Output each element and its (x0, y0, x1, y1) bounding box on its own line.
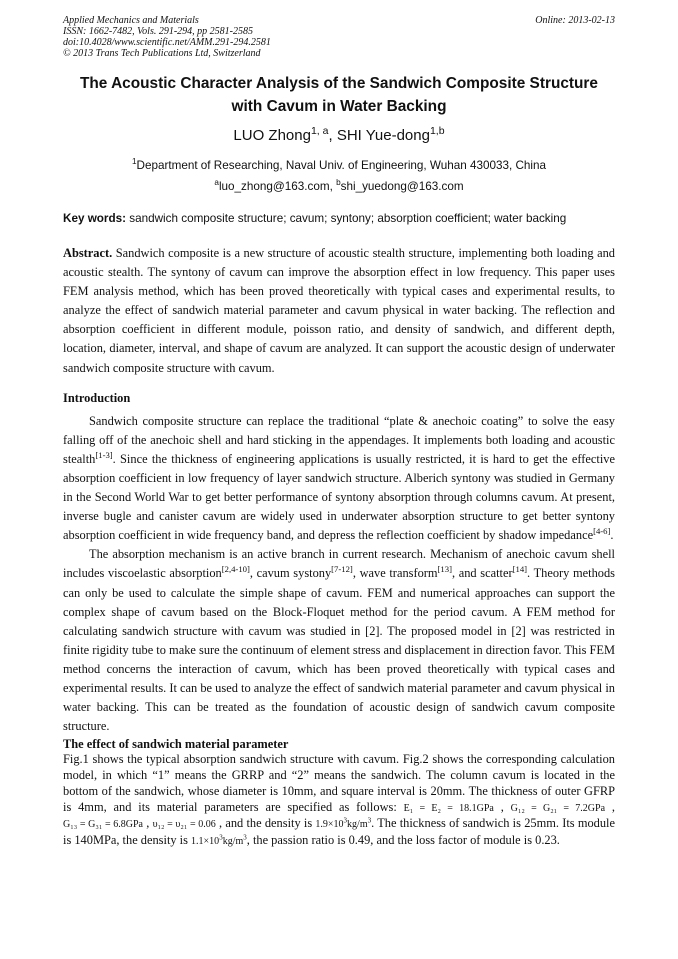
material-text-a: Fig.1 shows the typical absorption sandwich structure with cavum. Fig.2 shows the corresponding calculation model, in which “1” means the GRRP and “2” means the sandwich. The column cavum is located in the bottom of the sandwich, whose diameter is 10mm, and square interval is 20mm. The thickness of outer GFRP is 4mm, and its material parameters are specified as follows: (63, 752, 615, 814)
equation-g12: G₁₂ = G₂₁ = 7.2GPa (510, 802, 606, 814)
email-a[interactable]: luo_zhong@163.com (218, 180, 330, 193)
material-paragraph (63, 752, 615, 850)
intro-p1-text-c: . (610, 528, 614, 543)
affiliation-text: Department of Researching, Naval Univ. of Engineering, Wuhan 430033, China (136, 159, 547, 172)
citation-ref: [2,4-10] (221, 564, 250, 575)
equation-g13: G₁₃ = G₃₁ = 6.8GPa (63, 819, 143, 831)
author-1-sup: 1, a (310, 125, 329, 137)
density-exponent: 3 (219, 833, 223, 842)
density-sandwich-base: 1.1×10 (191, 836, 220, 848)
title-line-2: with Cavum in Water Backing (231, 98, 447, 115)
density-unit: kg/m (222, 836, 244, 848)
equation-poisson: υ₁₂ = υ₂₁ = 0.06 (152, 819, 216, 831)
density-gfrp-base: 1.9×10 (315, 819, 344, 831)
intro-p1-text-b: . Since the thickness of engineering applications is usually restricted, it is hard to get the effective absorption coefficient in low frequency of layer sandwich structure. Alberich syntony was studied in Germany in the Second World War to get better performance of syntony absorption through columns cavum. At present, inverse bugle and canister cavum are widely used in underwater absorption structure to get better syntony absorption coefficient in wide frequency band, and depress the reflection coefficient by shadow impedance (63, 451, 615, 543)
journal-meta (63, 15, 615, 59)
affiliation-sup: 1 (131, 157, 137, 167)
author-2: SHI Yue-dong (336, 127, 430, 144)
abstract (63, 244, 615, 378)
intro-p1-text-a: Sandwich composite structure can replace the traditional “plate & anechoic coating” to solve the easy falling off of the anechoic shell and hard sticking in the appendages. It implements both loading and acoustic stealth (63, 413, 615, 466)
intro-paragraph-2 (63, 545, 615, 736)
citation-ref: [13] (437, 564, 452, 575)
equation-e: E₁ = E₂ = 18.1GPa (403, 802, 494, 814)
keywords (63, 211, 615, 227)
paper-title (63, 72, 615, 118)
density-sandwich (191, 833, 247, 848)
citation-ref: [14] (512, 564, 528, 575)
journal-name: Applied Mechanics and Materials (63, 15, 199, 26)
title-line-1: The Acoustic Character Analysis of the Sandwich Composite Structure (80, 75, 598, 92)
citation-ref: [7-12] (331, 564, 353, 575)
email-separator: , (329, 180, 337, 193)
density-exponent: 3 (343, 817, 348, 826)
equation-separator: , (605, 799, 615, 814)
author-1: LUO Zhong (233, 127, 311, 144)
online-date: Online: 2013-02-13 (535, 15, 615, 26)
author-emails (63, 179, 615, 194)
keywords-label: Key words: (63, 212, 126, 225)
keywords-text: sandwich composite structure; cavum; syntony; absorption coefficient; water backing (126, 212, 567, 225)
section-heading-material: The effect of sandwich material parameter (63, 737, 289, 752)
density-gfrp (315, 819, 371, 830)
intro-p2-text-b: , cavum systony (249, 566, 332, 581)
material-text-b: , and the density is (215, 816, 316, 831)
unit-exponent: 3 (367, 817, 372, 826)
citation-ref: [1-3] (95, 449, 113, 460)
introduction-heading: Introduction (63, 390, 131, 405)
author-list (63, 126, 615, 146)
copyright-line: © 2013 Trans Tech Publications Ltd, Switzerland (63, 48, 261, 59)
density-unit: kg/m (347, 819, 368, 831)
intro-p2-text-e: . Theory methods can only be used to calculate the simple shape of cavum. FEM and numerical approaches can support the complex shape of cavum based on the Block-Floquet method for the period cavum. A FEM method for calculating sandwich structure with cavum was studied in [2]. The proposed model in [2] was restricted in finite rigidity tube to make sure the continuum of element stress and displacement in direction favor. This FEM method concerns the interaction of cavum, which has been proved theoretically with typical cases and experimental results. It can be used to analyze the effect of sandwich material parameter and cavum physical in water backing. This can be treated as the foundation of acoustic design of sandwich cavum composite structure. (63, 566, 615, 734)
equation-separator: , (493, 799, 511, 814)
issn-line: ISSN: 1662-7482, Vols. 291-294, pp 2581-2585 (63, 26, 253, 37)
intro-p2-text-c: , wave transform (352, 566, 438, 581)
material-text-c: . The thickness of sandwich is 25mm. Its module is 140MPa, the density is (63, 816, 615, 848)
email-a-sup: a (214, 178, 219, 188)
abstract-label: Abstract. (63, 246, 113, 260)
affiliation (63, 158, 615, 173)
email-b-sup: b (336, 178, 341, 188)
unit-exponent: 3 (243, 833, 247, 842)
author-2-sup: 1,b (429, 125, 445, 137)
equation-separator: , (142, 816, 153, 831)
abstract-text: Sandwich composite is a new structure of acoustic stealth structure, implementing both loading and acoustic stealth. The syntony of cavum can improve the absorption effect in low frequency. This paper uses FEM analysis method, which has been proved theoretically with typical cases and experimental results, to analyze the effect of sandwich material parameter and cavum physical in water backing. The reflection and absorption coefficient in different module, poisson ratio, and density of sandwich, and different depth, location, diameter, interval, and shape of cavum are analyzed. It can support the acoustic design of underwater sandwich composite structure with cavum. (63, 246, 615, 375)
intro-p2-text-a: The absorption mechanism is an active branch in current research. Mechanism of anechoic cavum shell includes viscoelastic absorption (63, 547, 615, 581)
intro-p2-text-d: , and scatter (451, 566, 513, 581)
author-separator: , (328, 127, 337, 144)
intro-paragraph-1 (63, 412, 615, 546)
doi-line: doi:10.4028/www.scientific.net/AMM.291-294.2581 (63, 37, 271, 48)
material-text-d: , the passion ratio is 0.49, and the loss factor of module is 0.23. (246, 833, 560, 848)
citation-ref: [4-6] (593, 526, 611, 537)
email-b[interactable]: shi_yuedong@163.com (340, 180, 464, 193)
